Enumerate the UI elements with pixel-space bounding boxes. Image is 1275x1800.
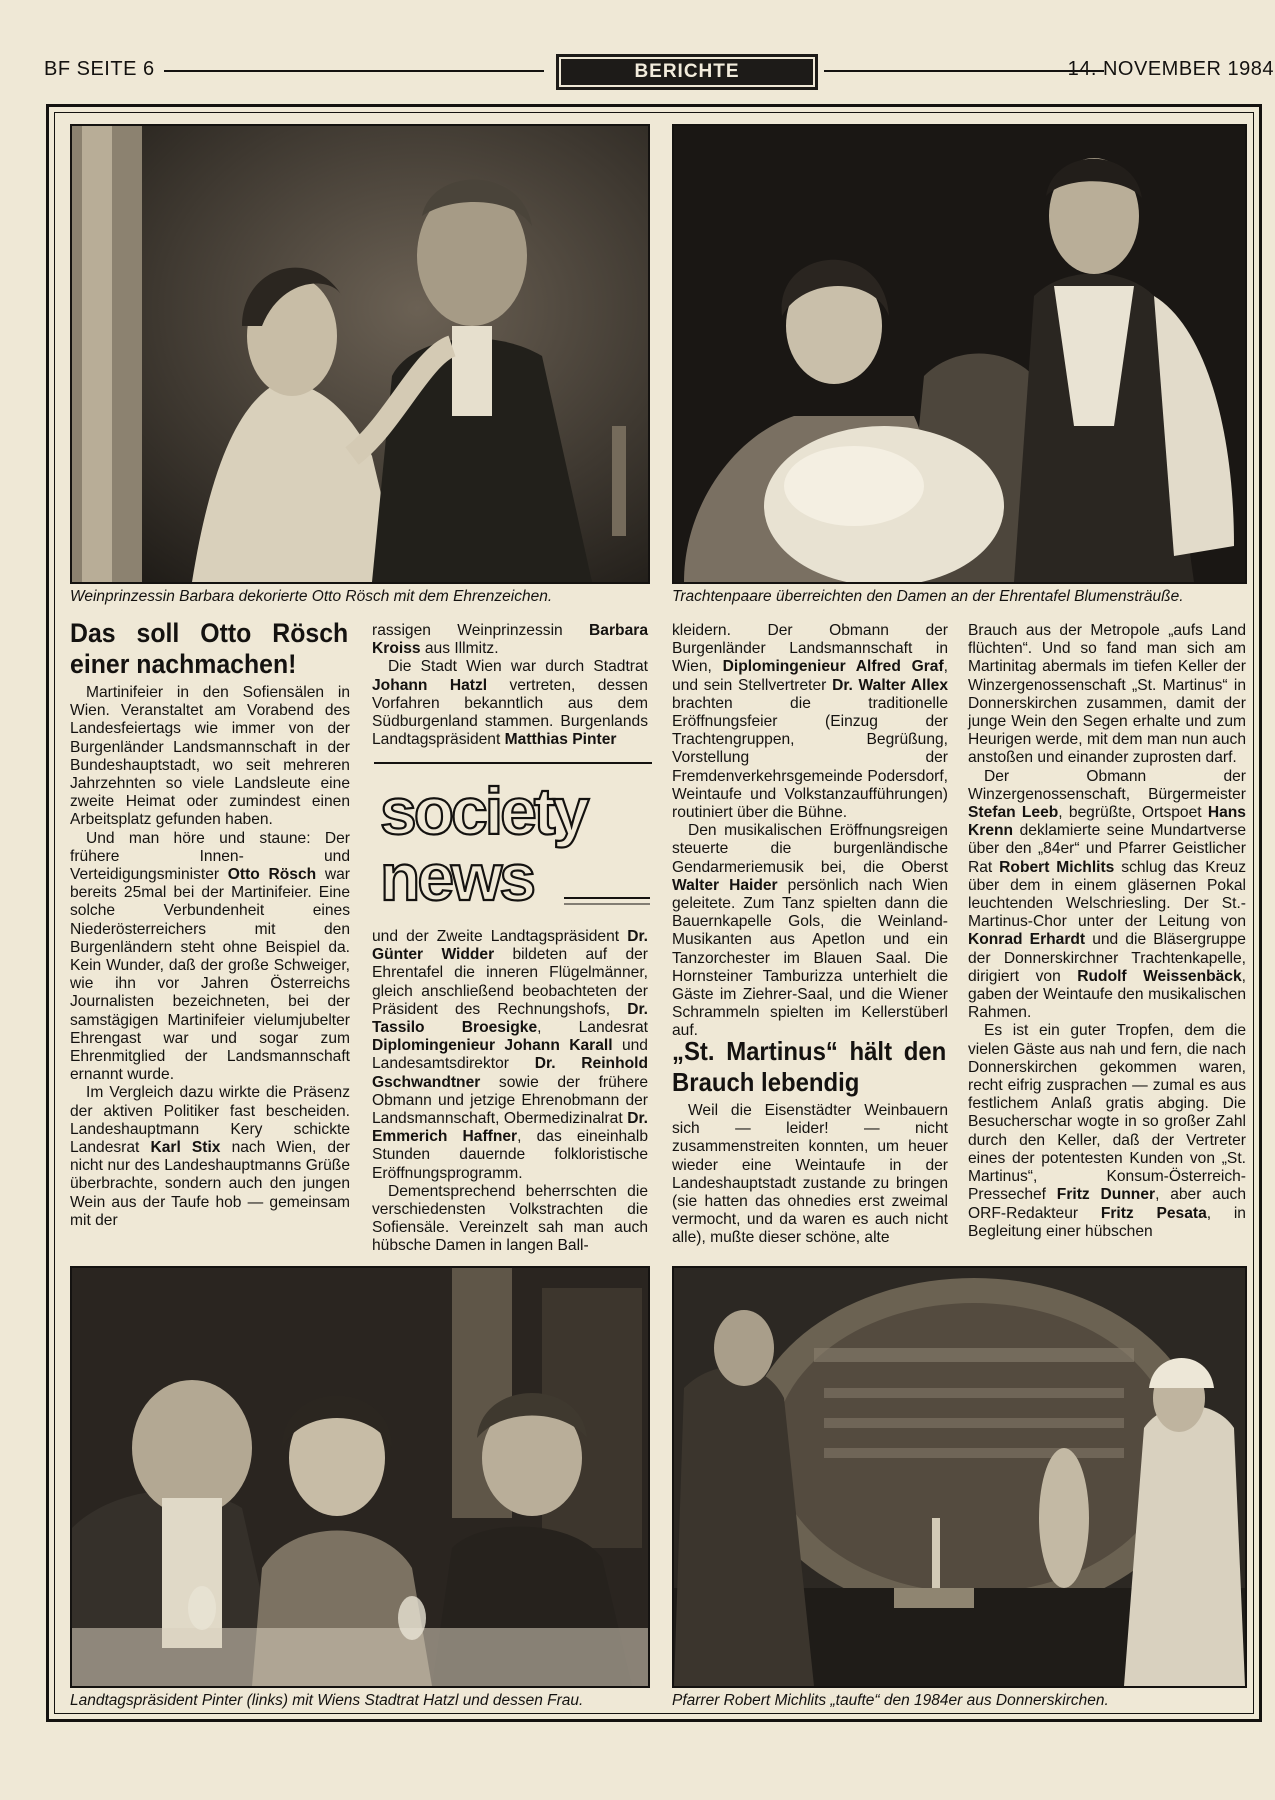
paragraph: und der Zweite Landtagspräsident Dr. Günter Widder bildeten auf der Ehrentafel die inneren Flügelmänner, gleich anschließend beobachteten der Präsident des Rechnungshofs, Dr. Tassilo Broesigke, Landesrat Diplomingenieur Johann Karall und Landesamtsdirektor Dr. Reinhold Gschwandtner sowie der frühere Obmann und jetzige Ehrenobmann der Landsmannschaft, Obermedizinalrat Dr. Emmerich Haffner, das eineinhalb Stunden dauernde folkloristische Eröffnungsprogramm. [372,928,648,1182]
photo-flower-bouquets [672,124,1247,584]
article-column-2-bottom [372,928,648,1256]
paragraph: Den musikalischen Eröffnungsreigen steuerte die burgenländische Gendarmeriemusik bei, die Oberst Walter Haider persönlich nach Wien geleitete. Zum Tanz spielten dann die Bauernkapelle Gols, die Weinland-Musikanten aus Apetlon und ein Tanzorchester im Blauen Saal. Die Hornsteiner Tamburizza unterhielt die Gäste im Ziehrer-Saal, und die Wiener Schrammeln spielten im Kellerstüberl auf. [672,822,948,1040]
article-column-4 [968,622,1246,1241]
masthead-rule-left [164,70,544,72]
photo-pinter-hatzl [70,1266,650,1688]
issue-date: 14. NOVEMBER 1984 [1067,58,1274,80]
paragraph: Die Stadt Wien war durch Stadtrat Johann Hatzl vertreten, dessen Vorfahren bekanntlich aus dem Südburgenland stammen. Burgenlands Landtagspräsident Matthias Pinter [372,658,648,749]
paragraph: Es ist ein guter Tropfen, dem die vielen Gäste aus nah und fern, die nach Donnerskirchen gekommen waren, recht eifrig zusprachen — zumal es aus festlichem Anlaß gratis abging. Die Besucherschar wogte in so großer Zahl durch den Keller, daß der Vertreter eines der potentesten Kunden von „St. Martinus“, Konsum-Österreich-Pressechef Fritz Dunner, aber auch ORF-Redakteur Fritz Pesata, in Begleitung einer hübschen [968,1022,1246,1240]
society-news-logo [374,770,654,910]
logo-text-society: society [380,774,587,848]
article-column-2-top [372,622,648,749]
masthead-rule-right [824,70,1104,72]
headline-otto-roesch: Das soll Otto Rösch einer nachmachen! [70,618,349,679]
paragraph: Im Vergleich dazu wirkte die Präsenz der aktiven Politiker fast bescheiden. Landeshauptmann Kery schickte Landesrat Karl Stix nach Wien, der nicht nur des Landeshauptmanns Grüße überbrachte, sondern auch den jungen Wein aus der Taufe hob — gemeinsam mit der [70,1084,350,1229]
article-column-1 [70,618,350,1230]
logo-rule-top [374,762,652,764]
article-column-3-top [672,622,948,1041]
caption-photo-3: Landtagspräsident Pinter (links) mit Wiens Stadtrat Hatzl und dessen Frau. [70,1692,584,1709]
paragraph: Und man höre und staune: Der frühere Innen- und Verteidigungsminister Otto Rösch war bereits 25mal bei der Martinifeier. Eine solche Verbundenheit eines Niederösterreichers mit den Burgenländern steht ohne Beispiel da. Kein Wunder, daß der große Schweiger, wie ihn vor Jahren Österreichs Journalisten bezeichneten, bei der samstägigen Martinifeier vielumjubelter Ehrengast war und sogar zum Ehrenmitglied der Landsmannschaft ernannt wurde. [70,829,350,1084]
paragraph: Weil die Eisenstädter Weinbauern sich — leider! — nicht zusammenstreiten konnten, um heuer wieder eine Weintaufe in der Landeshauptstadt zustande zu bringen (sie hatten das ohnedies erst zweimal vermocht, und da waren es auch nicht alle), mußte dieser schöne, alte [672,1102,948,1247]
paragraph: Brauch aus der Metropole „aufs Land flüchten“. Und so fand man sich am Martinitag abermals im tiefen Keller der Winzergenossenschaft „St. Martinus“ in Donnerskirchen zusammen, damit der junge Wein den Segen erhalte und zum Heurigen werde, mit dem man nun auch anstoßen und einander zuprosten darf. [968,622,1246,767]
page-number: BF SEITE 6 [44,58,155,80]
paragraph: Dementsprechend beherrschten die verschiedensten Volkstrachten die Sofiensäle. Vereinzelt sah man auch hübsche Damen in langen Ball- [372,1182,648,1255]
paragraph: kleidern. Der Obmann der Burgenländer Landsmannschaft in Wien, Diplomingenieur Alfred Graf, und sein Stellvertreter Dr. Walter Allex brachten die traditionelle Eröffnungsfeier (Einzug der Trachtengruppen, Begrüßung, Vorstellung der Fremdenverkehrsgemeinde Podersdorf, Weintaufe und Volkstanzaufführungen) routiniert über die Bühne. [672,622,948,822]
article-column-3-bottom [672,1036,948,1248]
masthead [44,56,1274,86]
caption-photo-1: Weinprinzessin Barbara dekorierte Otto Rösch mit dem Ehrenzeichen. [70,588,553,605]
paragraph: Martinifeier in den Sofiensälen in Wien. Veranstaltet am Vorabend des Landesfeiertags wie immer von der Burgenländer Landsmannschaft in der Bundeshauptstadt, wo seit mehreren Jahrzehnten so viele Landsleute eine zweite Heimat oder zumindest einen Arbeitsplatz gefunden haben. [70,684,350,829]
caption-photo-4: Pfarrer Robert Michlits „taufte“ den 1984er aus Donnerskirchen. [672,1692,1109,1709]
paragraph: Der Obmann der Winzergenossenschaft, Bürgermeister Stefan Leeb, begrüßte, Ortspoet Hans Krenn deklamierte seine Mundartverse über den „84er“ und Pfarrer Geistlicher Rat Robert Michlits schlug das Kreuz über dem in einem gläsernen Pokal leuchtenden Welschriesling. Der St.-Martinus-Chor unter der Leitung von Konrad Erhardt und die Bläsergruppe der Donnerskirchner Trachtenkapelle, dirigiert von Rudolf Weissenbäck, gaben der Weintaufe den musikalischen Rahmen. [968,767,1247,1022]
caption-photo-2: Trachtenpaare überreichten den Damen an der Ehrentafel Blumensträuße. [672,588,1184,605]
section-label: BERICHTE [556,54,818,90]
paragraph: rassigen Weinprinzessin Barbara Kroiss aus Illmitz. [372,622,648,658]
photo-wine-princess [70,124,650,584]
headline-st-martinus: „St. Martinus“ hält den Brauch lebendig [672,1036,947,1097]
photo-wine-blessing [672,1266,1247,1688]
logo-text-news: news [380,840,534,910]
